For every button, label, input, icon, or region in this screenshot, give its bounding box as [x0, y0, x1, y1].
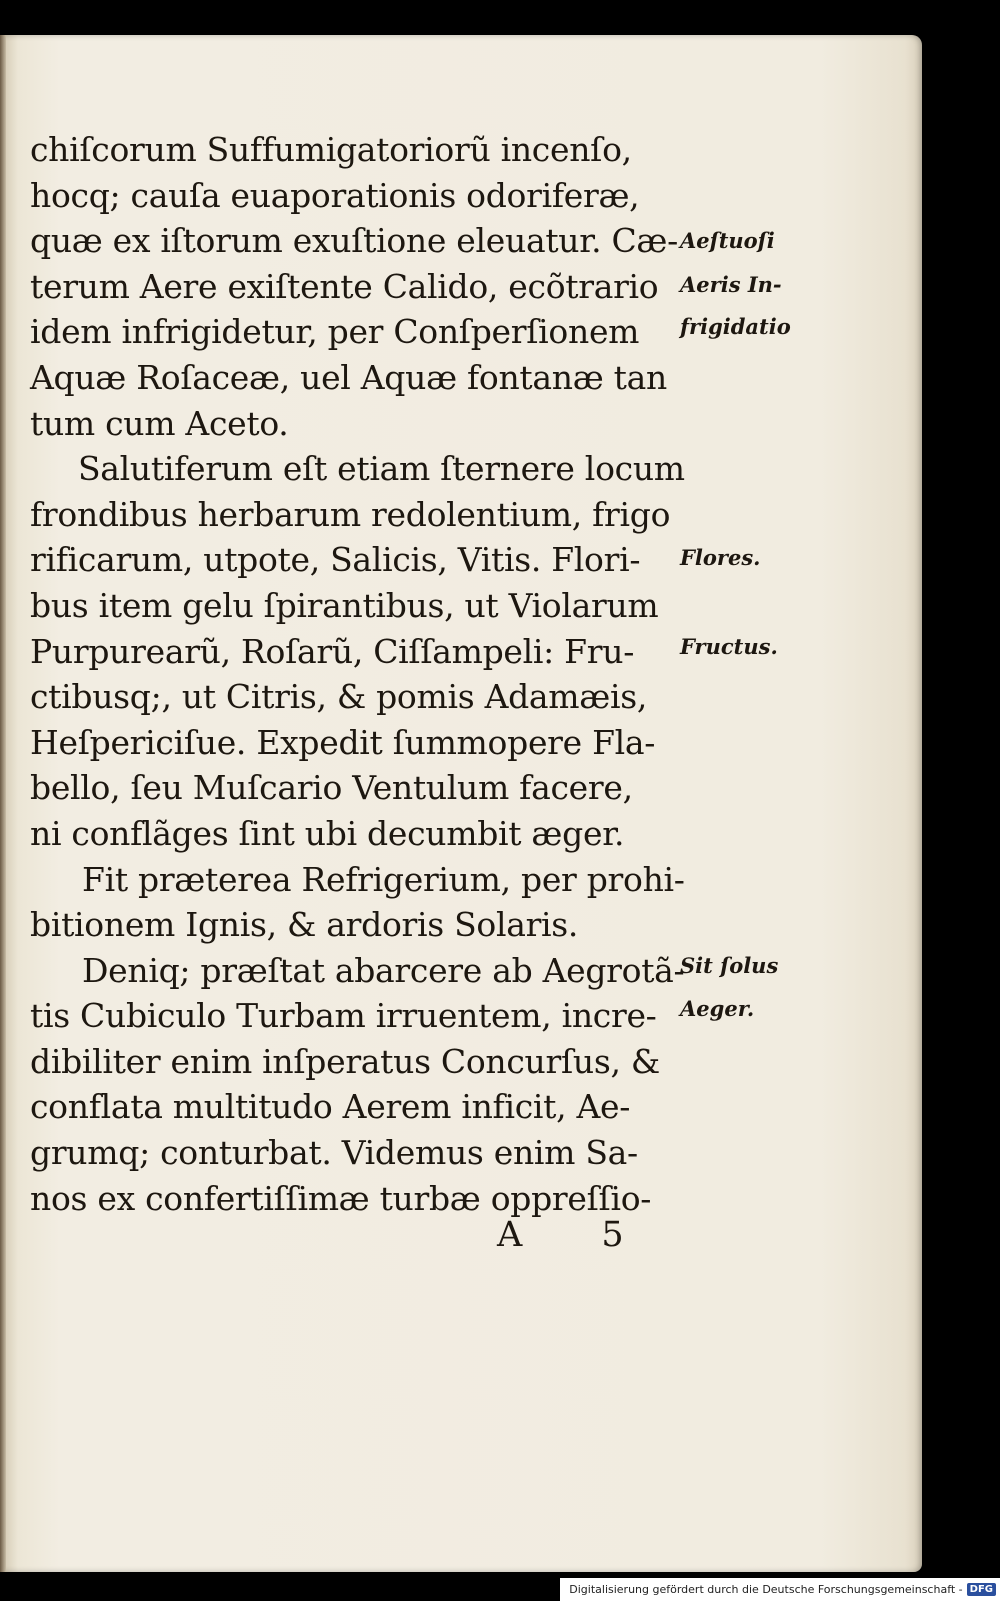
text-line: bello, ſeu Muſcario Ventulum facere,: [30, 768, 633, 808]
text-line: conflata multitudo Aerem inficit, Ae-: [30, 1087, 631, 1127]
text-line: tis Cubiculo Turbam irruentem, incre-: [30, 996, 657, 1036]
text-line: tum cum Aceto.: [30, 403, 289, 443]
dfg-logo: DFG: [967, 1583, 996, 1596]
text-line: hocq; cauſa euaporationis odoriferæ,: [30, 175, 640, 215]
text-line: bus item gelu ſpirantibus, ut Violarum: [30, 585, 659, 625]
text-line: dibiliter enim inſperatus Concurſus, &: [30, 1041, 660, 1081]
margin-note: Fructus.: [680, 634, 778, 659]
text-line: Salutiferum eſt etiam ſternere locum: [78, 449, 685, 489]
text-line: rificarum, utpote, Salicis, Vitis. Flori-: [30, 540, 641, 580]
footer-credit: Digitalisierung gefördert durch die Deutsche Forschungsgemeinschaft -: [569, 1583, 963, 1596]
digitization-footer: [560, 1578, 1000, 1601]
margin-note: Flores.: [680, 545, 761, 570]
text-line: bitionem Ignis, & ardoris Solaris.: [30, 905, 579, 945]
margin-note: Aeſtuoſi: [680, 228, 775, 253]
text-line: chiſcorum Suffumigatoriorũ incenſo,: [30, 130, 632, 169]
margin-note: Aeris In-: [680, 272, 782, 297]
margin-note: Sit ſolus: [680, 953, 779, 978]
margin-note: Aeger.: [680, 996, 755, 1021]
text-line: frondibus herbarum redolentium, frigo: [30, 494, 671, 534]
text-line: grumq; conturbat. Videmus enim Sa-: [30, 1133, 638, 1173]
text-line: Heſpericiſue. Expedit ſummopere Fla-: [30, 722, 656, 762]
text-line: ni conflãges ſint ubi decumbit æger.: [30, 813, 625, 853]
text-line: nos ex confertiſſimæ turbæ oppreſſio-: [30, 1178, 652, 1218]
text-line: ctibusq;, ut Citris, & pomis Adamæis,: [30, 677, 648, 717]
text-line: Aquæ Roſaceæ, uel Aquæ fontanæ tan: [30, 357, 667, 397]
text-line: quæ ex iſtorum exuſtione eleuatur. Cæ-: [30, 221, 678, 261]
text-line: Fit præterea Refrigerium, per prohi-: [82, 859, 685, 899]
text-line: idem infrigidetur, per Conſperſionem: [30, 312, 640, 352]
main-text-block: [30, 127, 690, 1221]
page-spine-edge: [0, 35, 6, 1572]
text-line: terum Aere exiſtente Calido, ecõtrario: [30, 266, 659, 306]
text-line: Purpurearũ, Roſarũ, Ciſſampeli: Fru-: [30, 631, 635, 671]
signature-mark: A 5: [497, 1215, 658, 1255]
text-line: Deniq; præſtat abarcere ab Aegrotã-: [82, 950, 685, 990]
margin-note: frigidatio: [680, 314, 791, 339]
